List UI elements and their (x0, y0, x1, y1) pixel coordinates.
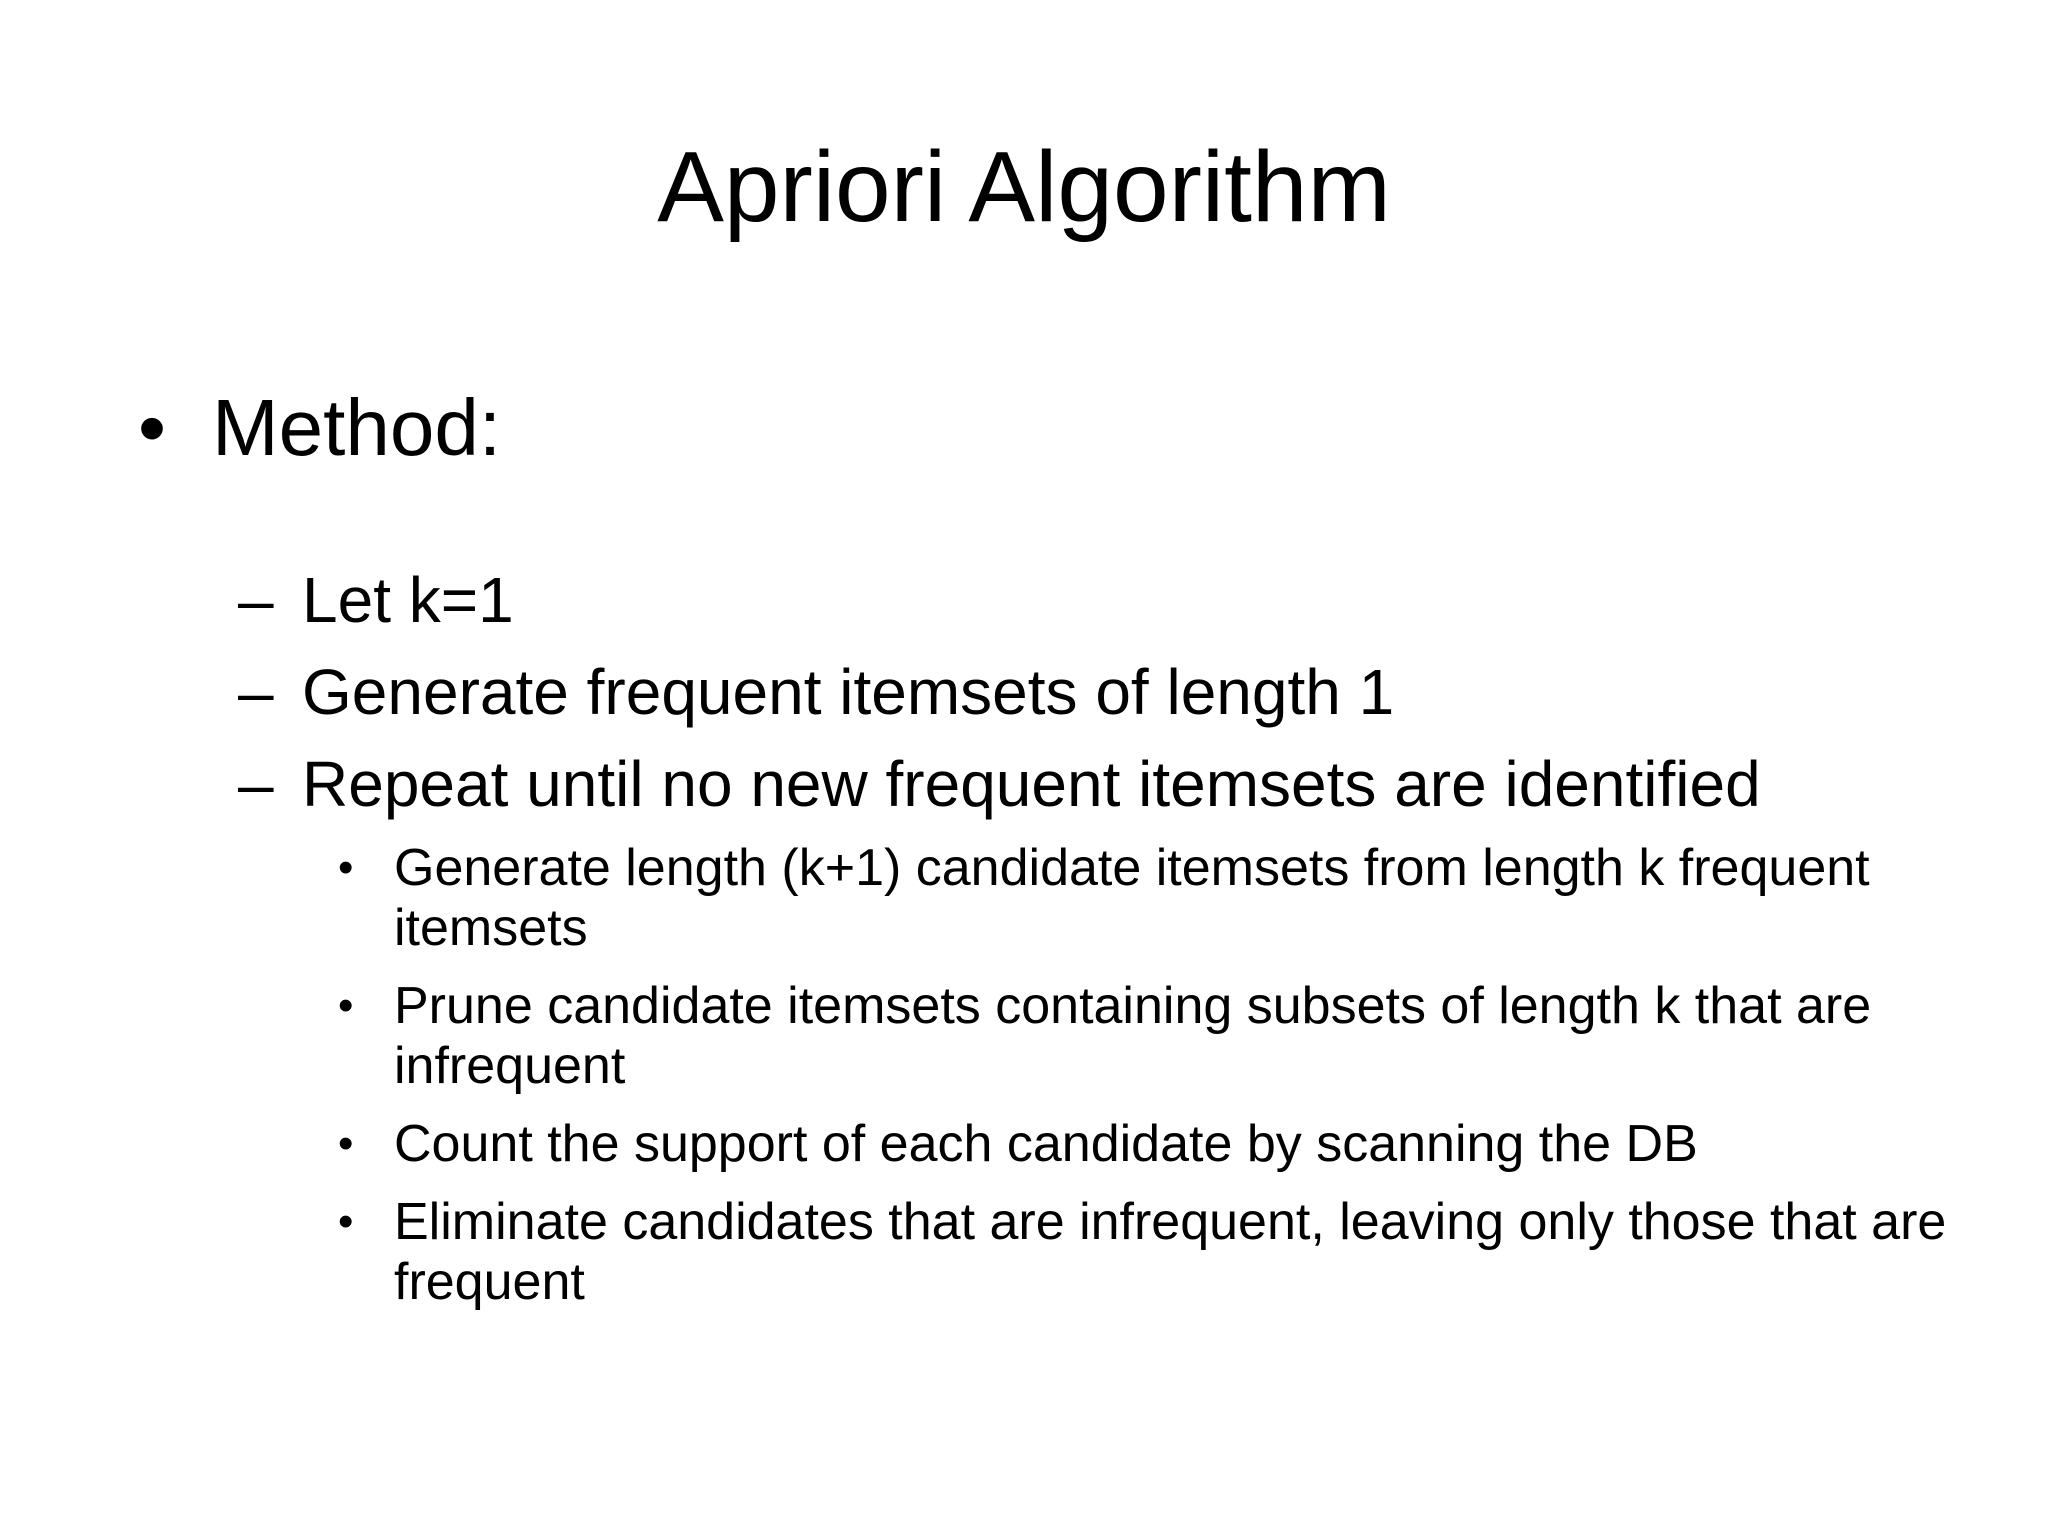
step-text: Let k=1 (302, 564, 514, 636)
step-item (238, 746, 1998, 822)
bullet-marker: • (338, 1119, 354, 1168)
bullet-marker: • (338, 981, 354, 1030)
dash-marker: – (238, 656, 274, 728)
substep-text: Generate length (k+1) candidate itemsets from length k frequent itemsets (394, 839, 1870, 957)
substep-text: Prune candidate itemsets containing subsets of length k that are infrequent (394, 977, 1872, 1095)
steps-list (238, 562, 1998, 838)
bullet-label: Method: (212, 383, 502, 472)
substep-text: Count the support of each candidate by scanning the DB (394, 1115, 1698, 1173)
step-text: Generate frequent itemsets of length 1 (302, 656, 1395, 728)
substep-text: Eliminate candidates that are infrequent, leaving only those that are frequent (394, 1193, 1947, 1311)
substep-item (338, 1114, 1998, 1174)
bullet-marker: • (338, 1197, 354, 1246)
substep-item (338, 976, 1998, 1096)
bullet-marker: • (338, 843, 354, 892)
substeps-list (338, 838, 1998, 1330)
substep-item (338, 838, 1998, 958)
step-text: Repeat until no new frequent itemsets are identified (302, 748, 1761, 820)
dash-marker: – (238, 748, 274, 820)
slide-title: Apriori Algorithm (657, 131, 1391, 243)
dash-marker: – (238, 564, 274, 636)
step-item (238, 654, 1998, 730)
step-item (238, 562, 1998, 638)
bullet-marker: • (138, 383, 167, 472)
substep-item (338, 1192, 1998, 1312)
